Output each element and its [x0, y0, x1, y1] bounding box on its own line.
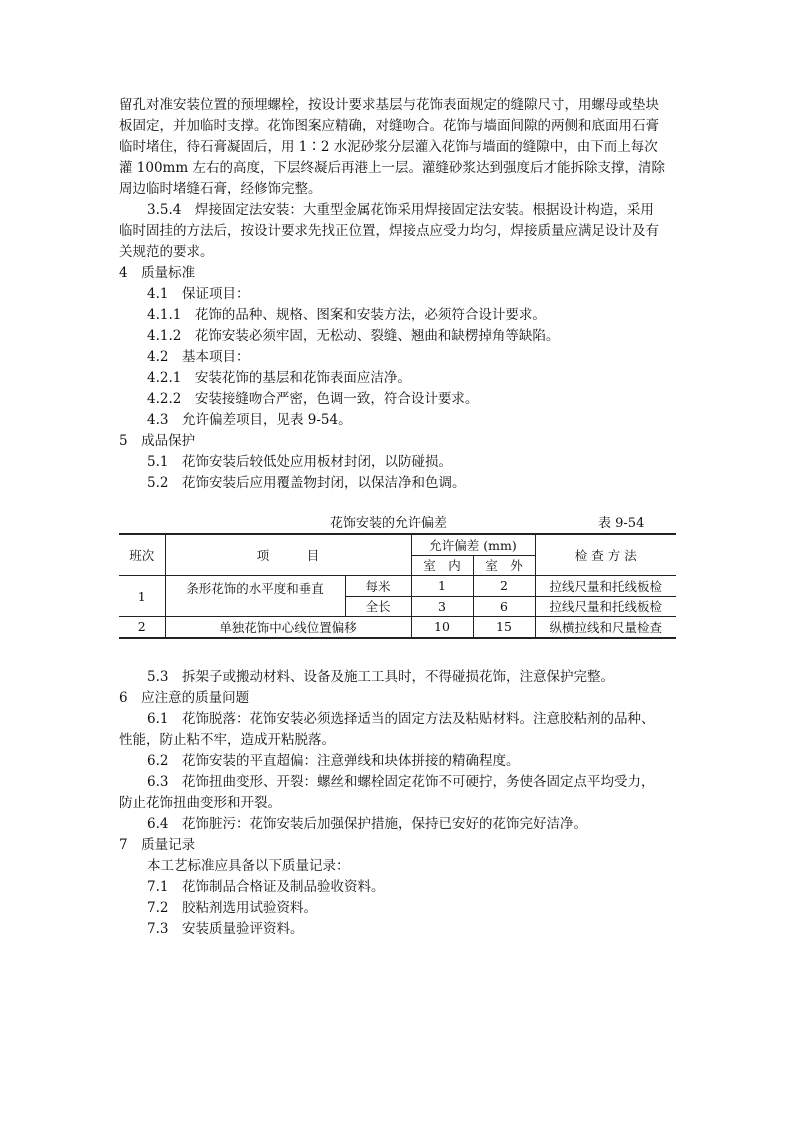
section-5-item: 5.3 拆架子或搬动材料、设备及施工工具时，不得碰损花饰，注意保护完整。 [147, 669, 614, 685]
header-indoor: 室 内 [411, 555, 473, 576]
section-5-item: 5.2 花饰安装后应用覆盖物封闭，以保洁净和色调。 [147, 475, 466, 491]
cell-indoor: 1 [411, 576, 473, 597]
section-6-heading: 6 应注意的质量问题 [119, 690, 250, 706]
cell-no: 2 [119, 617, 165, 638]
table-header-row [119, 534, 676, 555]
section-3-5-4-line: 临时固挂的方法后，按设计要求先找正位置，焊接点应受力均匀，焊接质量应满足设计及有 [119, 223, 659, 239]
section-3-5-4-line: 3.5.4 焊接固定法安装：大重型金属花饰采用焊接固定法安装。根据设计构造，采用 [147, 202, 654, 218]
section-4-item: 4.2.1 安装花饰的基层和花饰表面应洁净。 [147, 370, 411, 386]
cell-outdoor: 6 [473, 596, 535, 617]
section-7-intro: 本工艺标准应具备以下质量记录： [147, 858, 350, 874]
section-6-item: 防止花饰扭曲变形和开裂。 [119, 795, 281, 811]
intro-line: 临时堵住，待石膏凝固后，用 1∶2 水泥砂浆分层灌入花饰与墙面的缝隙中，由下而上每次 [119, 139, 658, 155]
cell-method: 纵横拉线和尺量检查 [535, 617, 676, 638]
section-6-item: 6.2 花饰安装的平直超偏：注意弹线和块体拼接的精确程度。 [147, 753, 520, 769]
table-number: 表 9-54 [598, 516, 645, 531]
section-4-item: 4.3 允许偏差项目，见表 9-54。 [147, 412, 352, 428]
cell-item: 单独花饰中心线位置偏移 [165, 617, 411, 638]
intro-line: 留孔对准安装位置的预埋螺栓，按设计要求基层与花饰表面规定的缝隙尺寸，用螺母或垫块 [119, 97, 659, 113]
section-4-item: 4.1.1 花饰的品种、规格、图案和安装方法，必须符合设计要求。 [147, 307, 546, 323]
table-caption: 花饰安装的允许偏差 [330, 516, 448, 531]
section-7-item: 7.3 安装质量验评资料。 [147, 921, 304, 937]
section-4-heading: 4 质量标准 [119, 265, 196, 281]
cell-indoor: 3 [411, 596, 473, 617]
section-5-heading: 5 成品保护 [119, 433, 196, 449]
header-method: 检 查 方 法 [535, 534, 676, 576]
cell-no: 1 [119, 576, 165, 617]
section-4-item: 4.1.2 花饰安装必须牢固，无松动、裂缝、翘曲和缺楞掉角等缺陷。 [147, 328, 560, 344]
cell-method: 拉线尺量和托线板检 [535, 576, 676, 597]
section-4-item: 4.2.2 安装接缝吻合严密，色调一致，符合设计要求。 [147, 391, 479, 407]
table-row [119, 576, 676, 597]
section-7-item: 7.1 花饰制品合格证及制品验收资料。 [147, 879, 385, 895]
tolerance-table [119, 533, 676, 639]
intro-line: 板固定，并加临时支撑。花饰图案应精确，对缝吻合。花饰与墙面间隙的两侧和底面用石膏 [119, 118, 659, 134]
section-6-item: 性能，防止粘不牢，造成开粘脱落。 [119, 732, 335, 748]
cell-outdoor: 15 [473, 617, 535, 638]
header-class: 班次 [119, 534, 165, 576]
section-5-item: 5.1 花饰安装后较低处应用板材封闭，以防碰损。 [147, 454, 452, 470]
section-3-5-4-line: 关规范的要求。 [119, 244, 214, 260]
intro-line: 周边临时堵缝石膏，经修饰完整。 [119, 181, 322, 197]
section-4-item: 4.1 保证项目： [147, 286, 250, 302]
section-4-item: 4.2 基本项目： [147, 349, 250, 365]
cell-sub: 全长 [345, 596, 411, 617]
header-outdoor: 室 外 [473, 555, 535, 576]
section-6-item: 6.1 花饰脱落：花饰安装必须选择适当的固定方法及粘贴材料。注意胶粘剂的品种、 [147, 711, 655, 727]
section-6-item: 6.4 花饰脏污：花饰安装后加强保护措施，保持已安好的花饰完好洁净。 [147, 816, 587, 832]
section-7-heading: 7 质量记录 [119, 837, 196, 853]
section-7-item: 7.2 胶粘剂选用试验资料。 [147, 900, 317, 916]
intro-line: 灌 100mm 左右的高度，下层终凝后再港上一层。灌缝砂浆达到强度后才能拆除支撑，清除 [119, 160, 665, 176]
table-row [119, 617, 676, 638]
cell-method: 拉线尺量和托线板检 [535, 596, 676, 617]
header-item: 项 目 [165, 534, 411, 576]
cell-outdoor: 2 [473, 576, 535, 597]
cell-sub: 每米 [345, 576, 411, 597]
header-tolerance: 允许偏差 (mm) [411, 534, 535, 555]
cell-indoor: 10 [411, 617, 473, 638]
cell-item: 条形花饰的水平度和垂直 [165, 576, 345, 617]
section-6-item: 6.3 花饰扭曲变形、开裂：螺丝和螺栓固定花饰不可硬拧，务使各固定点平均受力， [147, 774, 655, 790]
